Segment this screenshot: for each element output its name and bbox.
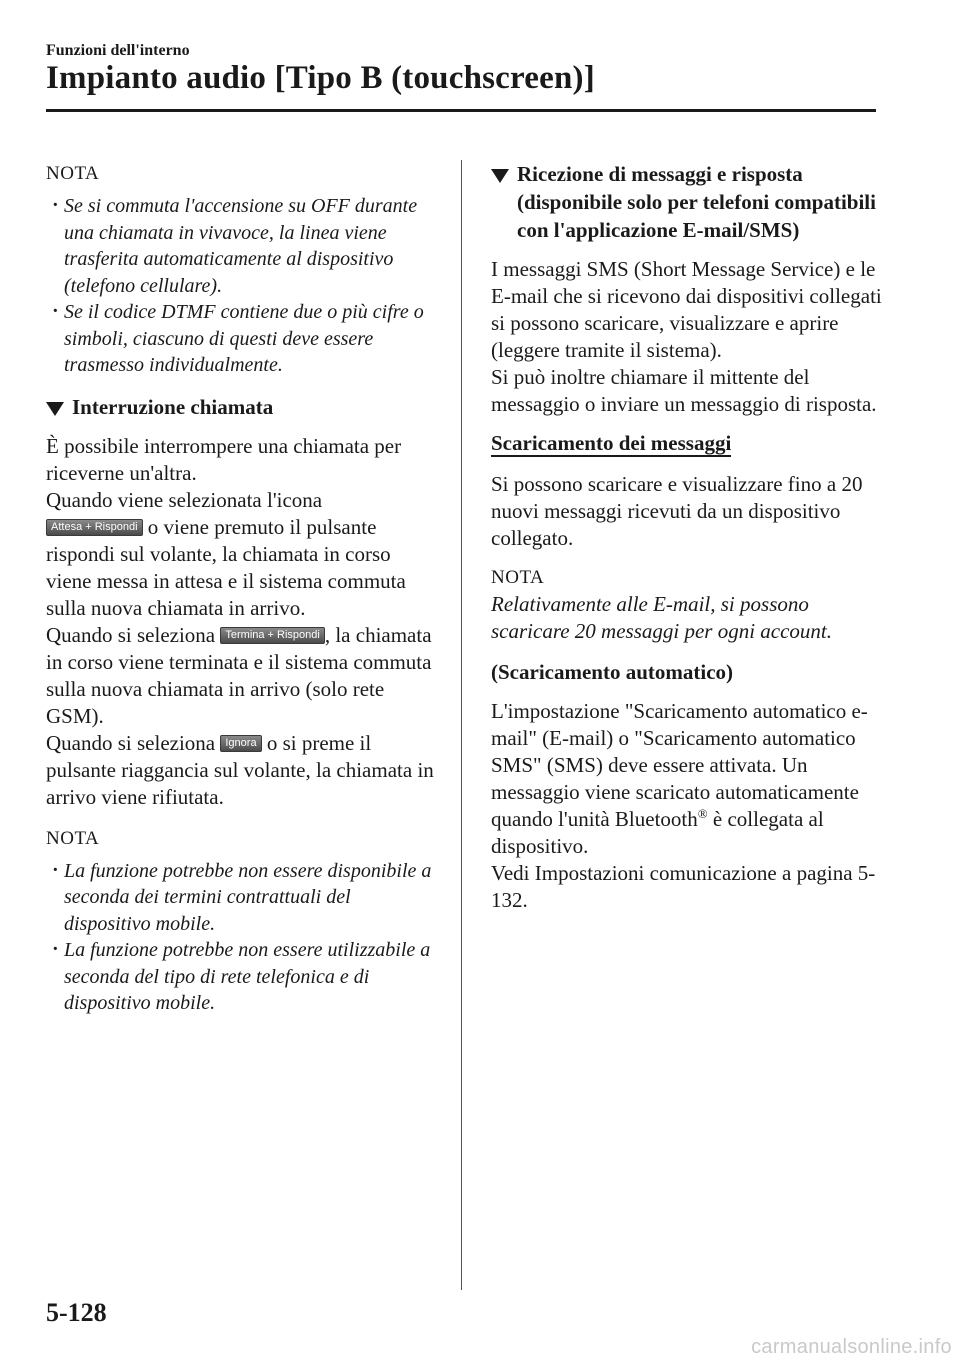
hold-answer-button-icon: Attesa + Rispondi [46,519,143,536]
note-label: NOTA [46,827,100,849]
subheading-auto-download: (Scaricamento automatico) [491,660,734,684]
section-heading-interruption [46,393,434,421]
note-item: · La funzione potrebbe non essere disponibile a seconda dei termini contrattuali del dispositivo mobile. [46,858,434,938]
note-item: · Se si commuta l'accensione su OFF durante una chiamata in vivavoce, la linea viene trasferita automaticamente al dispositivo (telefono cellulare). [46,193,434,299]
section-heading-text: Interruzione chiamata [72,394,274,419]
subheading-download: Scaricamento dei messaggi [491,431,732,455]
end-answer-button-icon: Termina + Rispondi [220,627,324,644]
paragraph-hold [46,487,434,622]
paragraph-text: Quando viene selezionata l'icona [46,487,323,512]
paragraph-auto [491,698,886,860]
triangle-down-icon [46,402,64,416]
registered-mark: ® [697,806,708,821]
paragraph-text: , la chiamata in corso viene terminata e il sistema commuta sulla nuova chiamata in arrivo (solo rete GSM). [46,622,432,728]
header-rule [46,109,876,112]
section-heading-text: Ricezione di messaggi e risposta (disponibile solo per telefoni compatibili con l'applicazione E-mail/SMS) [517,162,876,242]
note-list [46,858,434,1017]
note-text: Relativamente alle E-mail, si possono scaricare 20 messaggi per ogni account. [491,592,833,643]
paragraph-text: o si preme il pulsante riaggancia sul volante, la chiamata in arrivo viene rifiutata. [46,730,434,809]
paragraph-ignore [46,730,434,811]
paragraph: È possibile interrompere una chiamata per riceverne un'altra. [46,433,402,485]
paragraph-text: L'impostazione "Scaricamento automatico e-mail" (E-mail) o "Scaricamento automatico SMS" (SMS) deve essere attivata. Un messaggio viene scaricato automaticamente quando l'unità Bluetooth [491,699,868,831]
section-label: Funzioni dell'interno [46,42,190,59]
note-item: · Se il codice DTMF contiene due o più cifre o simboli, ciascuno di questi deve essere trasmesso individualmente. [46,299,434,379]
paragraph: Si possono scaricare e visualizzare fino a 20 nuovi messaggi ricevuti da un dispositivo collegato. [491,472,863,550]
paragraph: Si può inoltre chiamare il mittente del messaggio o inviare un messaggio di risposta. [491,365,877,416]
right-column [491,160,886,914]
ignore-button-icon: Ignora [220,735,261,752]
triangle-down-icon [491,169,509,183]
paragraph-text: è collegata al dispositivo. [491,807,824,858]
note-item: · La funzione potrebbe non essere utilizzabile a seconda del tipo di rete telefonica e di dispositivo mobile. [46,937,434,1017]
page-title: Impianto audio [Tipo B (touchscreen)] [46,60,595,96]
paragraph-reference: Vedi Impostazioni comunicazione a pagina 5-132. [491,861,876,912]
page-number: 5-128 [46,1298,107,1327]
note-label: NOTA [491,567,545,588]
paragraph: I messaggi SMS (Short Message Service) e le E-mail che si ricevono dai dispositivi collegati si possono scaricare, visualizzare e aprire (leggere tramite il sistema). [491,257,882,362]
note-list [46,193,434,379]
section-heading-messages [491,160,886,244]
paragraph-text: Quando si seleziona [46,622,216,647]
column-divider [461,160,462,1290]
left-column [46,160,434,1017]
paragraph-text: Quando si seleziona [46,730,216,755]
note-label: NOTA [46,163,100,184]
paragraph-end [46,622,434,730]
watermark: carmanualsonline.info [751,1336,952,1358]
paragraph-text: o viene premuto il pulsante rispondi sul volante, la chiamata in corso viene messa in attesa e il sistema commuta sulla nuova chiamata in arrivo. [46,514,406,620]
